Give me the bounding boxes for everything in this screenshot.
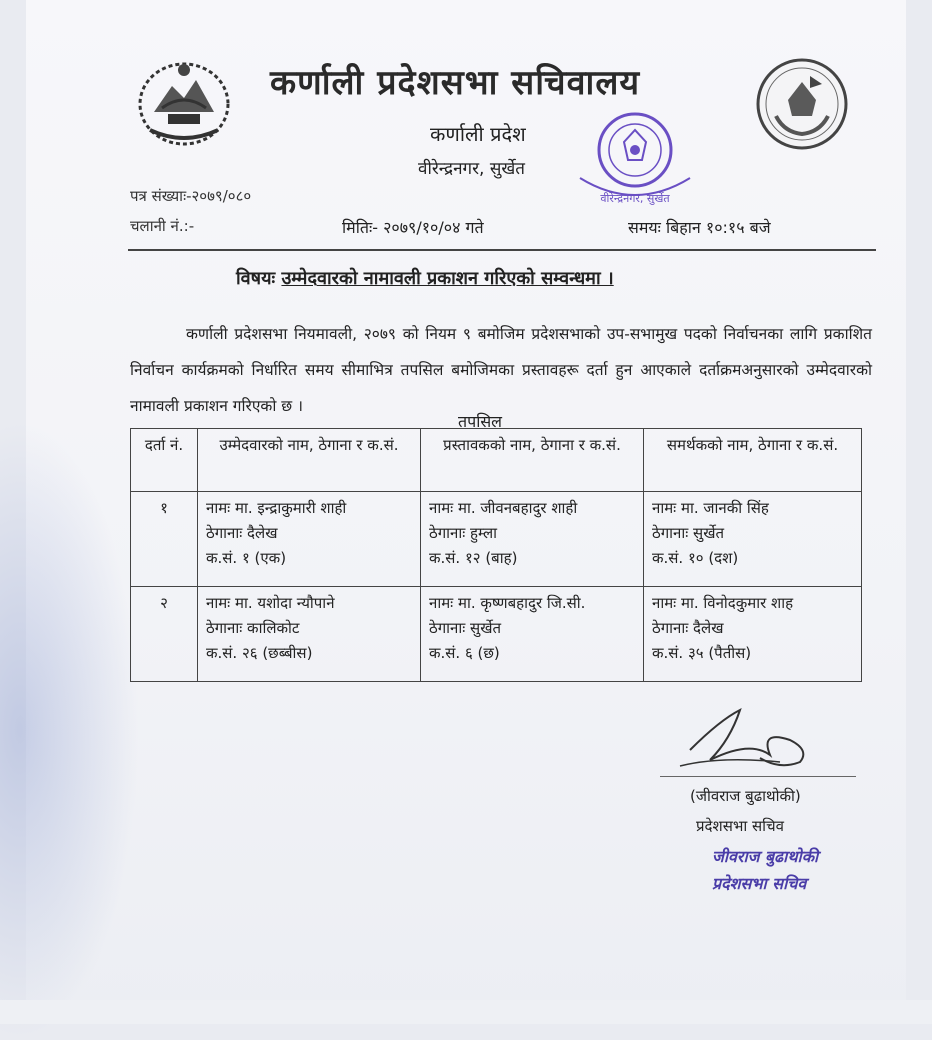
candidate-constituency: क.सं. १ (एक) (206, 549, 287, 567)
header-registration-number: दर्ता नं. (131, 429, 198, 492)
province-name: कर्णाली प्रदेश (430, 122, 526, 146)
proposer-cell (421, 587, 644, 682)
header-divider (128, 249, 876, 251)
candidate-name: नामः मा. यशोदा न्यौपाने (206, 594, 335, 612)
supporter-address: ठेगानाः दैलेख (652, 619, 724, 637)
assembly-logo-icon (752, 54, 852, 154)
signatory-title: प्रदेशसभा सचिव (696, 817, 784, 835)
proposer-name: नामः मा. जीवनबहादुर शाही (429, 499, 578, 517)
proposer-address: ठेगानाः सुर्खेत (429, 619, 502, 637)
candidate-name: नामः मा. इन्द्राकुमारी शाही (206, 499, 347, 517)
bottom-margin (0, 1000, 932, 1024)
office-stamp-icon (572, 108, 698, 208)
name-seal: जीवराज बुढाथोकी (712, 847, 819, 866)
signature-line (660, 776, 856, 777)
subject-line (236, 266, 614, 290)
row-number: १ (131, 492, 198, 587)
signatory-name: (जीवराज बुढाथोकी) (690, 787, 801, 805)
title-seal: प्रदेशसभा सचिव (712, 874, 807, 893)
stamp-text: वीरेन्द्रनगर, सुर्खेत (600, 192, 670, 205)
subject-text: उम्मेदवारको नामावली प्रकाशन गरिएको सम्वन्धमा । (281, 268, 614, 289)
supporter-cell (644, 492, 862, 587)
proposer-constituency: क.सं. ६ (छ) (429, 644, 500, 662)
header-supporter: समर्थकको नाम, ठेगाना र क.सं. (644, 429, 862, 492)
header-candidate: उम्मेदवारको नाम, ठेगाना र क.सं. (198, 429, 421, 492)
table-caption: तपसिल (458, 412, 503, 431)
nepal-emblem-icon (132, 52, 236, 152)
office-title: कर्णाली प्रदेशसभा सचिवालय (270, 63, 641, 103)
candidate-constituency: क.सं. २६ (छब्बीस) (206, 644, 313, 662)
proposer-constituency: क.सं. १२ (बाह) (429, 549, 518, 567)
letter-number: पत्र संख्याः-२०७९/०८० (130, 187, 252, 205)
supporter-constituency: क.सं. ३५ (पैतीस) (652, 644, 752, 662)
proposer-name: नामः मा. कृष्णबहादुर जि.सी. (429, 594, 586, 612)
candidate-cell (198, 587, 421, 682)
table-row (131, 587, 862, 682)
supporter-address: ठेगानाः सुर्खेत (652, 524, 725, 542)
proposer-address: ठेगानाः हुम्ला (429, 524, 498, 542)
proposer-cell (421, 492, 644, 587)
candidate-address: ठेगानाः दैलेख (206, 524, 278, 542)
supporter-name: नामः मा. जानकी सिंह (652, 499, 769, 517)
candidate-cell (198, 492, 421, 587)
signature-mark (660, 700, 840, 780)
header-proposer: प्रस्तावकको नाम, ठेगाना र क.सं. (421, 429, 644, 492)
table-row (131, 492, 862, 587)
supporter-name: नामः मा. विनोदकुमार शाह (652, 594, 794, 612)
table-header-row (131, 429, 862, 492)
candidate-address: ठेगानाः कालिकोट (206, 619, 300, 637)
supporter-cell (644, 587, 862, 682)
document-time: समयः बिहान १०:१५ बजे (628, 218, 771, 237)
subject-prefix: विषयः (236, 268, 276, 289)
row-number: २ (131, 587, 198, 682)
dispatch-number: चलानी नं.:- (130, 217, 195, 235)
document-date: मितिः- २०७९/१०/०४ गते (342, 218, 484, 237)
supporter-constituency: क.सं. १० (दश) (652, 549, 739, 567)
body-paragraph: कर्णाली प्रदेशसभा नियमावली, २०७९ को नियम ९ बमोजिम प्रदेशसभाको उप-सभामुख पदको निर्वाचनका लागि प्रकाशित निर्वाचन कार्यक्रमको निर्धारित समय सीमाभित्र तपसिल बमोजिमका प्रस्तावहरू दर्ता हुन आएकाले दर्ताक्रमअनुसारको उम्मेदवारको नामावली प्रकाशन गरिएको छ । (130, 325, 872, 415)
candidate-table (130, 428, 862, 682)
office-location: वीरेन्द्रनगर, सुर्खेत (418, 159, 525, 179)
